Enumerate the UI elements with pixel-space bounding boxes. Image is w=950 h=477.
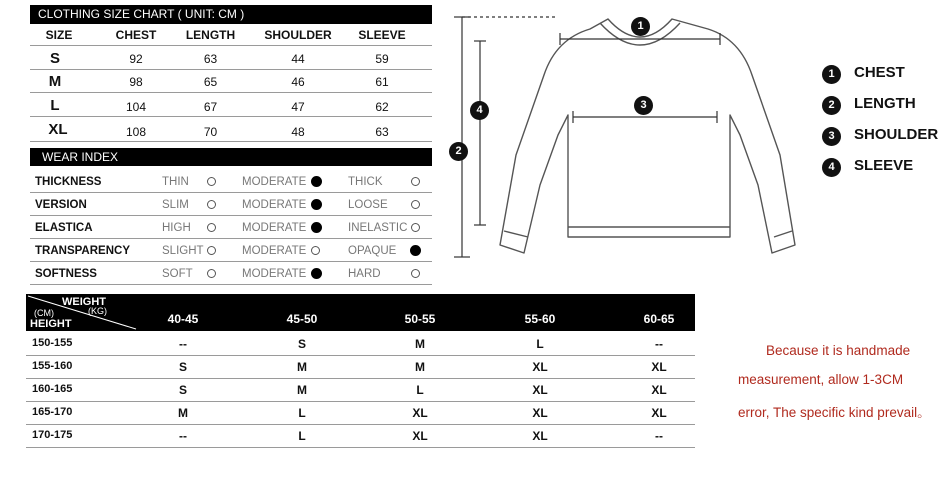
wear-index-header: [30, 148, 432, 166]
size-chart-title: CLOTHING SIZE CHART: [38, 7, 175, 21]
chest-value: 108: [125, 125, 147, 139]
option-radio-empty: [207, 269, 216, 278]
size-cell: XL: [532, 383, 548, 397]
option-radio-empty: [411, 223, 420, 232]
size-cell: L: [298, 406, 306, 420]
sleeve-marker: 4: [470, 101, 489, 120]
option-radio-selected: [311, 199, 322, 210]
height-range: 155-160: [32, 360, 73, 372]
wear-option-label: SLIGHT: [162, 245, 204, 257]
wear-option-label: MODERATE: [242, 245, 307, 257]
shoulder-marker: 3: [634, 96, 653, 115]
wear-option-label: MODERATE: [242, 176, 307, 188]
chest-value: 92: [129, 52, 143, 66]
height-row: [26, 425, 695, 448]
weight-column-header: 55-60: [524, 312, 556, 326]
wear-index-title: WEAR INDEX: [42, 150, 119, 164]
wear-attribute-name: SOFTNESS: [35, 268, 97, 280]
option-radio-empty: [207, 177, 216, 186]
size-chart-header: [30, 5, 432, 24]
weight-column-header: 45-50: [286, 312, 318, 326]
column-header-length: LENGTH: [185, 28, 236, 42]
wear-option-label: HIGH: [162, 222, 191, 234]
chest-value: 104: [125, 100, 147, 114]
option-radio-empty: [207, 223, 216, 232]
option-radio-empty: [411, 269, 420, 278]
legend-label: SHOULDER: [854, 126, 939, 143]
sleeve-value: 61: [375, 75, 389, 89]
size-cell: XL: [532, 429, 548, 443]
wear-option-label: MODERATE: [242, 199, 307, 211]
legend-label: CHEST: [854, 64, 905, 81]
option-radio-selected: [311, 268, 322, 279]
wear-option-label: THICK: [348, 176, 383, 188]
option-radio-selected: [311, 222, 322, 233]
weight-column-header: 40-45: [167, 312, 199, 326]
size-chart-column-headers: [30, 24, 432, 46]
wear-attribute-name: ELASTICA: [35, 222, 93, 234]
left-cuff: [504, 231, 528, 237]
size-label: XL: [48, 121, 68, 138]
size-row: [30, 47, 432, 70]
size-label: S: [49, 50, 60, 67]
column-header-chest: CHEST: [115, 28, 157, 42]
sweater-diagram: [440, 5, 810, 285]
chest-marker: 1: [631, 17, 650, 36]
size-cell: M: [178, 406, 188, 420]
size-cell: M: [415, 337, 425, 351]
size-label: M: [48, 73, 62, 90]
size-cell: XL: [532, 360, 548, 374]
sleeve-value: 63: [375, 125, 389, 139]
weight-unit: (KG): [88, 306, 107, 316]
option-radio-empty: [311, 246, 320, 255]
shoulder-value: 46: [291, 75, 305, 89]
size-cell: --: [655, 429, 663, 443]
size-cell: L: [298, 429, 306, 443]
size-label: L: [50, 97, 60, 114]
option-radio-empty: [411, 200, 420, 209]
sleeve-value: 62: [375, 100, 389, 114]
height-row: [26, 379, 695, 402]
size-cell: L: [536, 337, 544, 351]
wear-option-label: LOOSE: [348, 199, 388, 211]
legend-label: SLEEVE: [854, 157, 914, 174]
size-cell: S: [178, 360, 187, 374]
size-row: [30, 70, 432, 93]
height-row: [26, 333, 695, 356]
option-radio-empty: [207, 200, 216, 209]
wear-option-label: SOFT: [162, 268, 193, 280]
size-row: [30, 117, 432, 142]
size-row: [30, 93, 432, 117]
wear-row-transparency: [30, 239, 432, 262]
sleeve-value: 59: [375, 52, 389, 66]
note-line-1: Because it is handmade: [766, 343, 911, 358]
size-cell: M: [297, 383, 307, 397]
column-header-sleeve: SLEEVE: [358, 28, 406, 42]
size-cell: XL: [532, 406, 548, 420]
note-line-2: measurement, allow 1-3CM: [738, 372, 904, 387]
weight-label: WEIGHT: [62, 296, 106, 308]
size-cell: --: [179, 337, 187, 351]
shoulder-value: 48: [291, 125, 305, 139]
wear-option-label: HARD: [348, 268, 381, 280]
height-row: [26, 402, 695, 425]
column-header-shoulder: SHOULDER: [264, 28, 332, 42]
size-cell: M: [415, 360, 425, 374]
wear-attribute-name: TRANSPARENCY: [35, 245, 130, 257]
size-chart-unit: ( UNIT: CM ): [177, 7, 245, 21]
wear-option-label: THIN: [162, 176, 189, 188]
legend-number-badge: 1: [822, 65, 841, 84]
size-cell: S: [178, 383, 187, 397]
wear-option-label: MODERATE: [242, 222, 307, 234]
note-line-3: error, The specific kind prevail。: [738, 405, 931, 420]
size-cell: XL: [412, 406, 428, 420]
size-cell: XL: [651, 406, 667, 420]
height-row: [26, 356, 695, 379]
size-cell: XL: [651, 360, 667, 374]
size-cell: L: [416, 383, 424, 397]
wear-row-thickness: [30, 170, 432, 193]
size-cell: XL: [651, 383, 667, 397]
size-cell: M: [297, 360, 307, 374]
wear-option-label: SLIM: [162, 199, 189, 211]
column-header-size: SIZE: [45, 28, 73, 42]
weight-column-header: 50-55: [404, 312, 436, 326]
length-marker: 2: [449, 142, 468, 161]
shoulder-value: 47: [291, 100, 305, 114]
legend-number-badge: 3: [822, 127, 841, 146]
height-unit: (CM): [34, 308, 54, 318]
length-value: 65: [203, 75, 218, 89]
wear-option-label: MODERATE: [242, 268, 307, 280]
size-cell: --: [655, 337, 663, 351]
weight-column-header: 60-65: [643, 312, 675, 326]
height-weight-header: [26, 294, 695, 331]
length-value: 70: [203, 125, 218, 139]
wear-option-label: OPAQUE: [348, 245, 397, 257]
wear-attribute-name: THICKNESS: [35, 176, 102, 188]
size-cell: XL: [412, 429, 428, 443]
legend-number-badge: 4: [822, 158, 841, 177]
sweater-outline: [500, 19, 795, 253]
wear-attribute-name: VERSION: [35, 199, 87, 211]
shoulder-value: 44: [291, 52, 305, 66]
size-cell: S: [297, 337, 306, 351]
option-radio-empty: [411, 177, 420, 186]
wear-row-version: [30, 193, 432, 216]
wear-row-elastica: [30, 216, 432, 239]
height-range: 160-165: [32, 383, 73, 395]
height-range: 150-155: [32, 337, 73, 349]
height-range: 165-170: [32, 406, 73, 418]
height-range: 170-175: [32, 429, 73, 441]
length-value: 67: [203, 100, 218, 114]
legend-number-badge: 2: [822, 96, 841, 115]
size-cell: --: [179, 429, 187, 443]
legend-label: LENGTH: [854, 95, 916, 112]
right-cuff: [774, 231, 792, 237]
option-radio-selected: [410, 245, 421, 256]
chest-value: 98: [129, 75, 143, 89]
wear-row-softness: [30, 262, 432, 285]
option-radio-empty: [207, 246, 216, 255]
wear-option-label: INELASTIC: [348, 222, 408, 234]
option-radio-selected: [311, 176, 322, 187]
height-label: HEIGHT: [30, 318, 72, 330]
length-value: 63: [203, 52, 218, 66]
